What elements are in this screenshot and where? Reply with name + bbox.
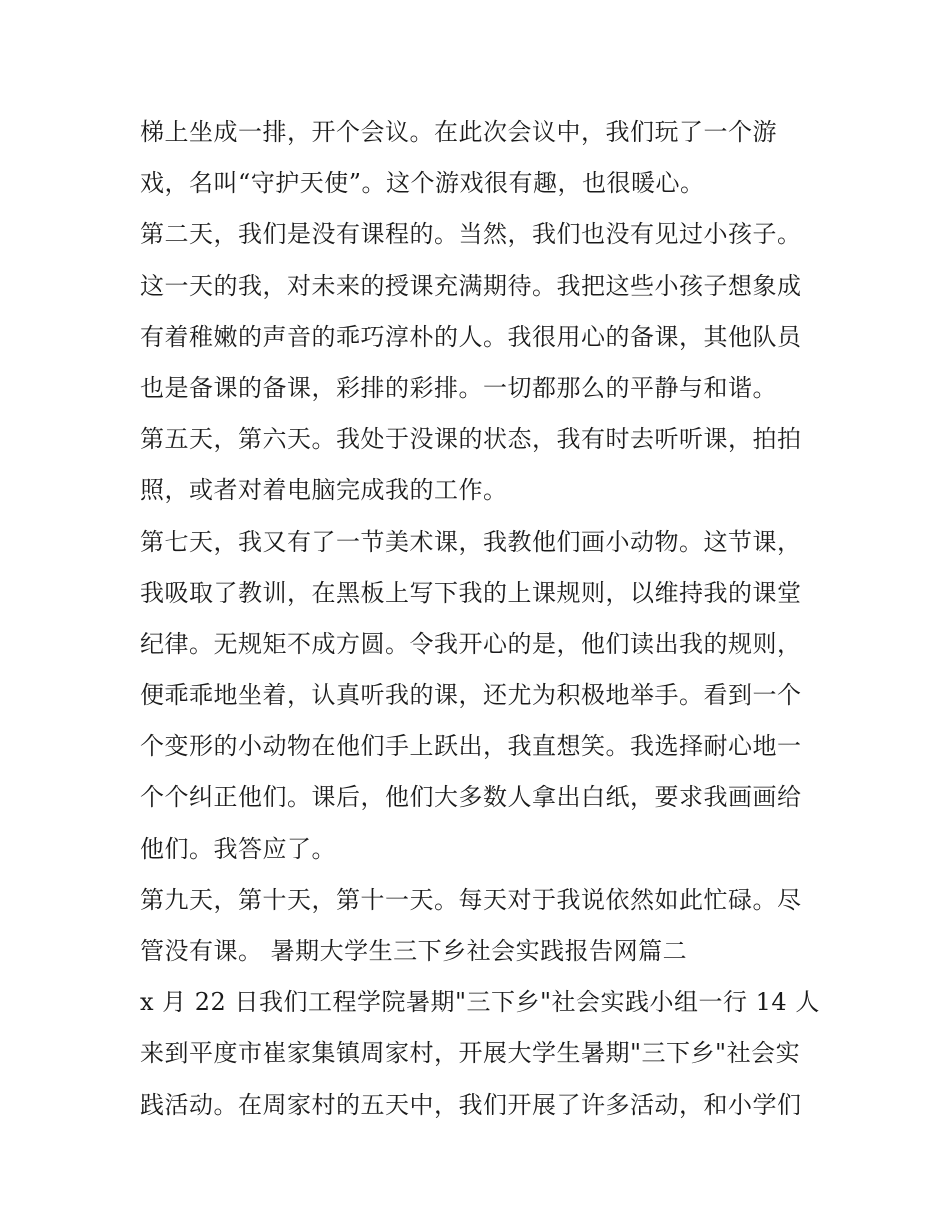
body-text (140, 107, 820, 1131)
text-line: 来到平度市崔家集镇周家村，开展大学生暑期"三下乡"社会实 (140, 1039, 801, 1068)
text-line: 梯上坐成一排，开个会议。在此次会议中，我们玩了一个游 (140, 118, 777, 146)
text-line: 照，或者对着电脑完成我的工作。 (140, 476, 508, 505)
text-line: 便乖乖地坐着，认真听我的课，还尤为积极地举手。看到一个 (140, 681, 802, 710)
text-line: 个变形的小动物在他们手上跃出，我直想笑。我选择耐心地一 (140, 732, 802, 761)
text-line: 第二天，我们是没有课程的。当然，我们也没有见过小孩子。 (140, 220, 802, 249)
text-line: x 月 22 日我们工程学院暑期"三下乡"社会实践小组一行 14 人 (140, 988, 820, 1017)
text-line: 第九天，第十天，第十一天。每天对于我说依然如此忙碌。尽 (140, 885, 802, 914)
text-line: 有着稚嫩的声音的乖巧淳朴的人。我很用心的备课，其他队员 (140, 322, 802, 351)
text-line: 戏，名叫“守护天使”。这个游戏很有趣，也很暖心。 (140, 169, 705, 198)
text-line: 这一天的我，对未来的授课充满期待。我把这些小孩子想象成 (140, 271, 802, 300)
text-line: 也是备课的备课，彩排的彩排。一切都那么的平静与和谐。 (140, 373, 777, 402)
text-line: 个个纠正他们。课后，他们大多数人拿出白纸，要求我画画给 (140, 783, 802, 812)
text-line: 我吸取了教训，在黑板上写下我的上课规则，以维持我的课堂 (140, 578, 802, 607)
text-line: 践活动。在周家村的五天中，我们开展了许多活动，和小学们 (140, 1090, 802, 1119)
text-line: 第五天，第六天。我处于没课的状态，我有时去听听课，拍拍 (140, 425, 802, 454)
text-line: 管没有课。 暑期大学生三下乡社会实践报告网篇二 (140, 937, 688, 965)
text-line: 他们。我答应了。 (140, 834, 336, 863)
text-line: 纪律。无规矩不成方圆。令我开心的是，他们读出我的规则， (140, 629, 802, 658)
text-line: 第七天，我又有了一节美术课，我教他们画小动物。这节课， (140, 527, 802, 556)
